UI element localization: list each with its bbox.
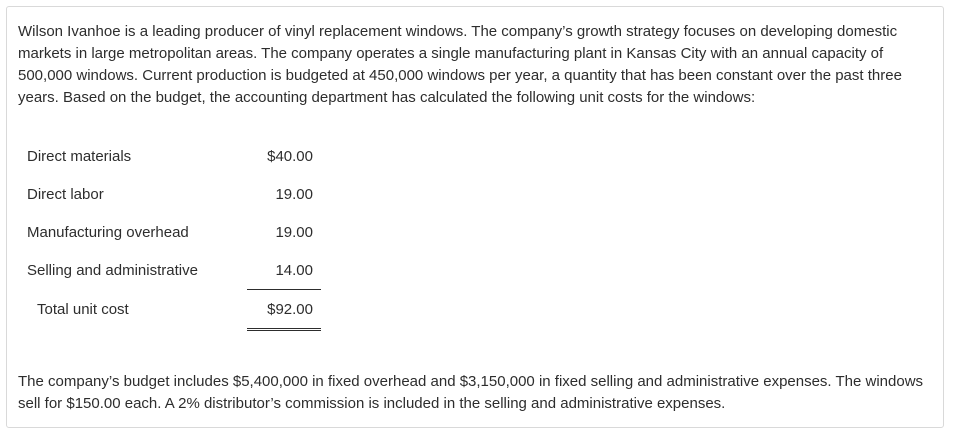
total-label: Total unit cost xyxy=(37,301,129,318)
cost-value: 19.00 xyxy=(275,223,313,241)
unit-cost-table xyxy=(21,137,321,331)
table-row xyxy=(21,137,321,175)
problem-card xyxy=(6,6,944,428)
table-row xyxy=(21,175,321,213)
cost-label: Direct materials xyxy=(27,147,132,165)
cost-value: 19.00 xyxy=(275,185,313,203)
table-row xyxy=(21,213,321,251)
note-paragraph: The company’s budget includes $5,400,000 in fixed overhead and $3,150,000 in fixed selling and administrative expenses. The windows sell for $150.00 each. A 2% distributor’s commission is included in the selling and administrative expenses. xyxy=(18,373,924,412)
intro-paragraph: Wilson Ivanhoe is a leading producer of vinyl replacement windows. The company’s growth strategy focuses on developing domestic markets in large metropolitan areas. The company operates a single manufacturing plant in Kansas City with an annual capacity of 500,000 windows. Current production is budgeted at 450,000 windows per year, a quantity that has been constant over the past three years. Based on the budget, the accounting department has calculated the following unit costs for the windows: xyxy=(18,23,902,106)
cost-label: Direct labor xyxy=(27,185,104,203)
total-value: $92.00 xyxy=(247,290,321,330)
cost-label: Manufacturing overhead xyxy=(27,223,189,241)
table-row xyxy=(21,251,321,290)
cost-value: $40.00 xyxy=(267,147,313,165)
cost-value: 14.00 xyxy=(247,251,321,290)
cost-label: Selling and administrative xyxy=(27,261,198,279)
total-row xyxy=(21,290,321,330)
